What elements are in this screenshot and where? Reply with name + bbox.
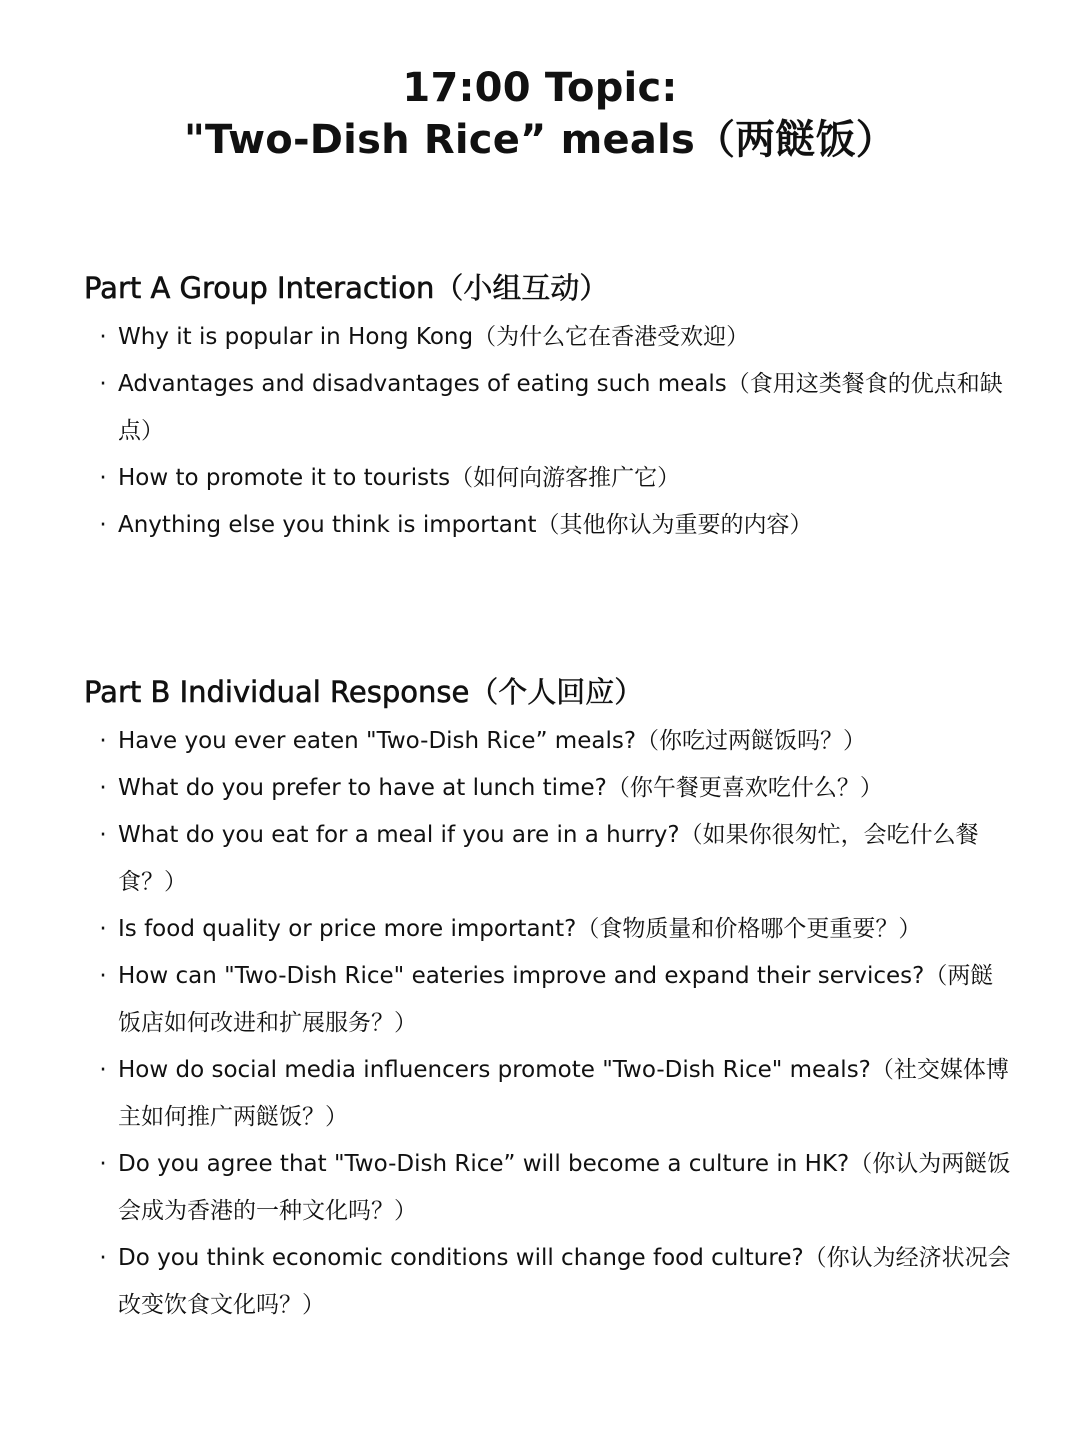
list-item	[84, 455, 1014, 502]
bullet-icon: ·	[99, 371, 107, 397]
list-item-text: What do you prefer to have at lunch time?（你午餐更喜欢吃什么？）	[118, 775, 883, 801]
bullet-icon: ·	[99, 822, 107, 848]
part-b-list	[84, 718, 1014, 1329]
list-item	[84, 361, 1014, 455]
part-b-heading: Part B Individual Response（个人回应）	[84, 675, 644, 709]
bullet-icon: ·	[99, 963, 107, 989]
list-item-text: Anything else you think is important（其他你认为重要的内容）	[118, 512, 813, 538]
list-item-text: What do you eat for a meal if you are in a hurry?（如果你很匆忙，会吃什么餐食？）	[118, 822, 979, 895]
list-item-text: How do social media influencers promote "Two-Dish Rice" meals?（社交媒体博主如何推广两餸饭？）	[118, 1057, 1009, 1130]
list-item	[84, 765, 1014, 812]
list-item-text: Do you agree that "Two-Dish Rice” will become a culture in HK?（你认为两餸饭会成为香港的一种文化吗？）	[118, 1151, 1011, 1224]
bullet-icon: ·	[99, 324, 107, 350]
bullet-icon: ·	[99, 1245, 107, 1271]
part-b-section	[84, 670, 1014, 1329]
bullet-icon: ·	[99, 465, 107, 491]
list-item	[84, 1141, 1014, 1235]
list-item-text: Advantages and disadvantages of eating such meals（食用这类餐食的优点和缺点）	[118, 371, 1003, 444]
bullet-icon: ·	[99, 728, 107, 754]
part-a-list	[84, 314, 1014, 549]
list-item	[84, 314, 1014, 361]
list-item-text: Have you ever eaten "Two-Dish Rice” meals?（你吃过两餸饭吗？）	[118, 728, 867, 754]
list-item	[84, 1235, 1014, 1329]
part-a-heading: Part A Group Interaction（小组互动）	[84, 271, 609, 305]
list-item-text: Do you think economic conditions will change food culture?（你认为经济状况会改变饮食文化吗？）	[118, 1245, 1011, 1318]
bullet-icon: ·	[99, 1151, 107, 1177]
bullet-icon: ·	[99, 916, 107, 942]
page-title	[0, 62, 1080, 166]
list-item	[84, 812, 1014, 906]
list-item	[84, 953, 1014, 1047]
list-item	[84, 1047, 1014, 1141]
list-item	[84, 906, 1014, 953]
bullet-icon: ·	[99, 512, 107, 538]
title-line-1: 17:00 Topic:	[402, 65, 678, 111]
list-item	[84, 502, 1014, 549]
bullet-icon: ·	[99, 775, 107, 801]
list-item	[84, 718, 1014, 765]
list-item-text: Is food quality or price more important?（食物质量和价格哪个更重要？）	[118, 916, 922, 942]
part-a-section	[84, 266, 1014, 549]
bullet-icon: ·	[99, 1057, 107, 1083]
list-item-text: How can "Two-Dish Rice" eateries improve and expand their services?（两餸饭店如何改进和扩展服务？）	[118, 963, 994, 1036]
list-item-text: Why it is popular in Hong Kong（为什么它在香港受欢迎）	[118, 324, 750, 350]
title-line-2: "Two-Dish Rice” meals（两餸饭）	[184, 117, 896, 163]
list-item-text: How to promote it to tourists（如何向游客推广它）	[118, 465, 681, 491]
